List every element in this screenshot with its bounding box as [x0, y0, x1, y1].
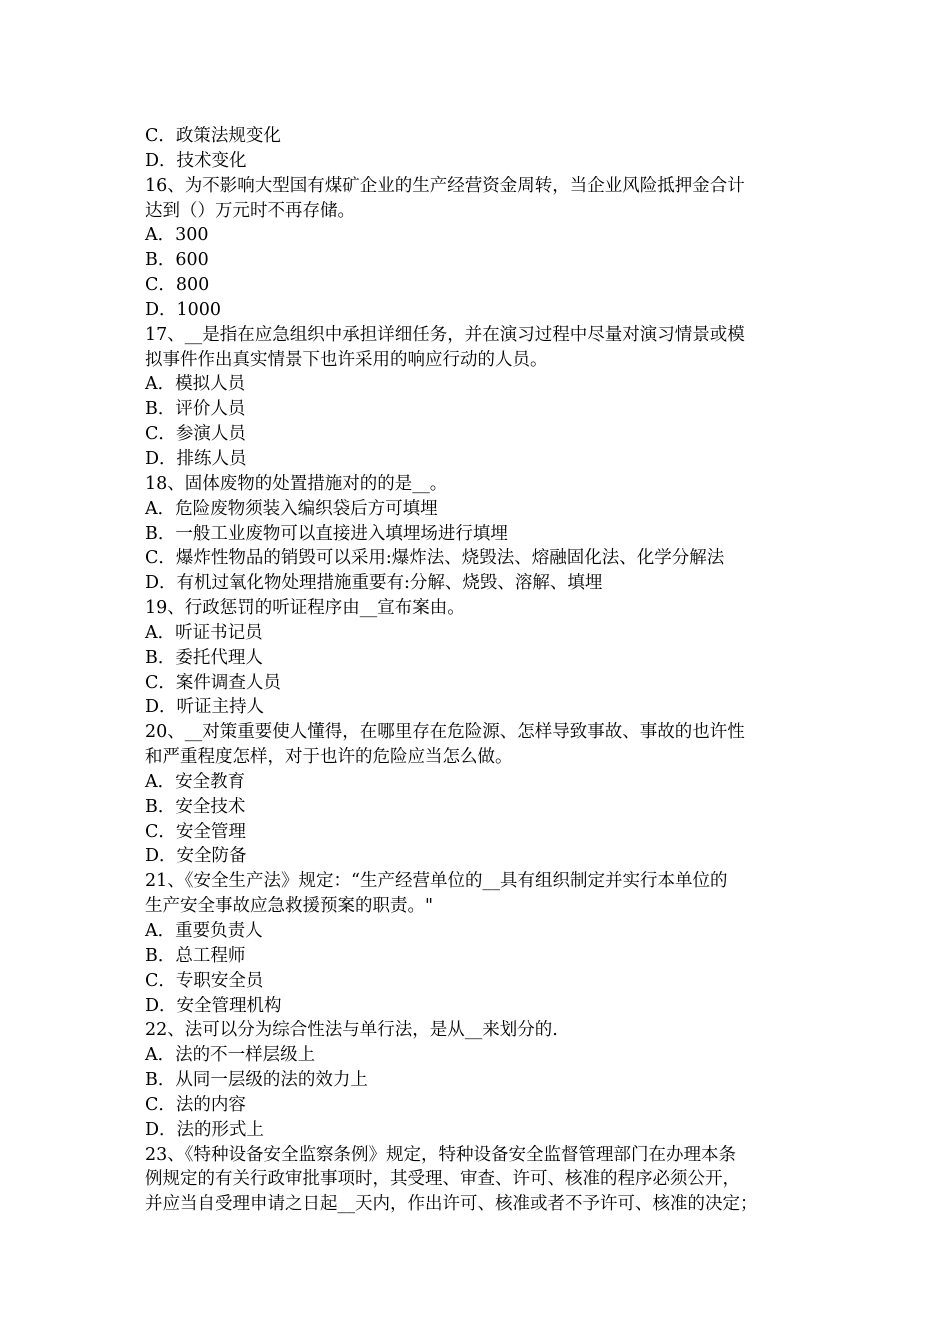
- text-line: C．政策法规变化: [145, 126, 281, 146]
- option-text: D．安全管理机构: [145, 995, 282, 1016]
- option-text: A．听证书记员: [145, 622, 263, 643]
- question-text: 例规定的有关行政审批事项时，其受理、审查、许可、核准的程序必须公开，: [145, 1169, 740, 1190]
- question-text: 23、《特种设备安全监察条例》规定，特种设备安全监督管理部门在办理本条: [145, 1144, 737, 1165]
- option-text: A．法的不一样层级上: [145, 1045, 316, 1066]
- option-text: C．案件调查人员: [145, 672, 281, 693]
- option-text: B．安全技术: [145, 796, 246, 817]
- question-text: 16、为不影响大型国有煤矿企业的生产经营资金周转，当企业风险抵押金合计: [145, 175, 745, 196]
- question-text: 生产安全事故应急救援预案的职责。": [145, 896, 434, 917]
- question-text: 和严重程度怎样，对于也许的危险应当怎么做。: [145, 747, 513, 768]
- option-text: D．法的形式上: [145, 1119, 265, 1140]
- option-text: D．1000: [145, 299, 222, 320]
- option-text: D．排练人员: [145, 448, 247, 469]
- option-text: C．爆炸性物品的销毁可以采用:爆炸法、烧毁法、熔融固化法、化学分解法: [145, 548, 725, 569]
- option-text: C．参演人员: [145, 424, 246, 445]
- question-text: 达到（）万元时不再存储。: [145, 200, 355, 221]
- document-body: [145, 124, 825, 1217]
- option-text: A．危险废物须装入编织袋后方可填埋: [145, 498, 438, 519]
- option-text: A．重要负责人: [145, 921, 263, 941]
- option-text: C．专职安全员: [145, 970, 264, 991]
- question-text: 19、行政惩罚的听证程序由__宣布案由。: [145, 598, 465, 619]
- question-text: 18、固体废物的处置措施对的的是__。: [145, 473, 448, 494]
- option-text: A．安全教育: [145, 771, 246, 792]
- option-text: D．有机过氧化物处理措施重要有:分解、烧毁、溶解、填埋: [145, 573, 603, 594]
- option-text: B．从同一层级的法的效力上: [145, 1070, 368, 1091]
- question-text: 拟事件作出真实情景下也许采用的响应行动的人员。: [145, 349, 548, 370]
- option-text: B．委托代理人: [145, 647, 263, 668]
- option-text: B．600: [145, 250, 209, 271]
- question-text: 17、__是指在应急组织中承担详细任务，并在演习过程中尽量对演习情景或模: [145, 324, 745, 345]
- question-text: 21、《安全生产法》规定：“生产经营单位的__具有组织制定并实行本单位的: [145, 871, 728, 892]
- option-text: A．300: [145, 225, 209, 246]
- option-text: C．法的内容: [145, 1094, 246, 1115]
- question-text: 并应当自受理申请之日起__天内，作出许可、核准或者不予许可、核准的决定；: [145, 1194, 758, 1215]
- question-text: 20、__对策重要使人懂得，在哪里存在危险源、怎样导致事故、事故的也许性: [145, 722, 745, 743]
- option-text: D．安全防备: [145, 846, 247, 867]
- option-text: A．模拟人员: [145, 374, 246, 395]
- text-line: D．技术变化: [145, 150, 247, 171]
- option-text: C．安全管理: [145, 821, 246, 842]
- option-text: B．一般工业废物可以直接进入填埋场进行填埋: [145, 523, 508, 544]
- question-text: 22、法可以分为综合性法与单行法，是从__来划分的.: [145, 1020, 558, 1041]
- option-text: B．评价人员: [145, 399, 246, 420]
- option-text: B．总工程师: [145, 945, 246, 966]
- option-text: C．800: [145, 275, 210, 296]
- option-text: D．听证主持人: [145, 697, 265, 718]
